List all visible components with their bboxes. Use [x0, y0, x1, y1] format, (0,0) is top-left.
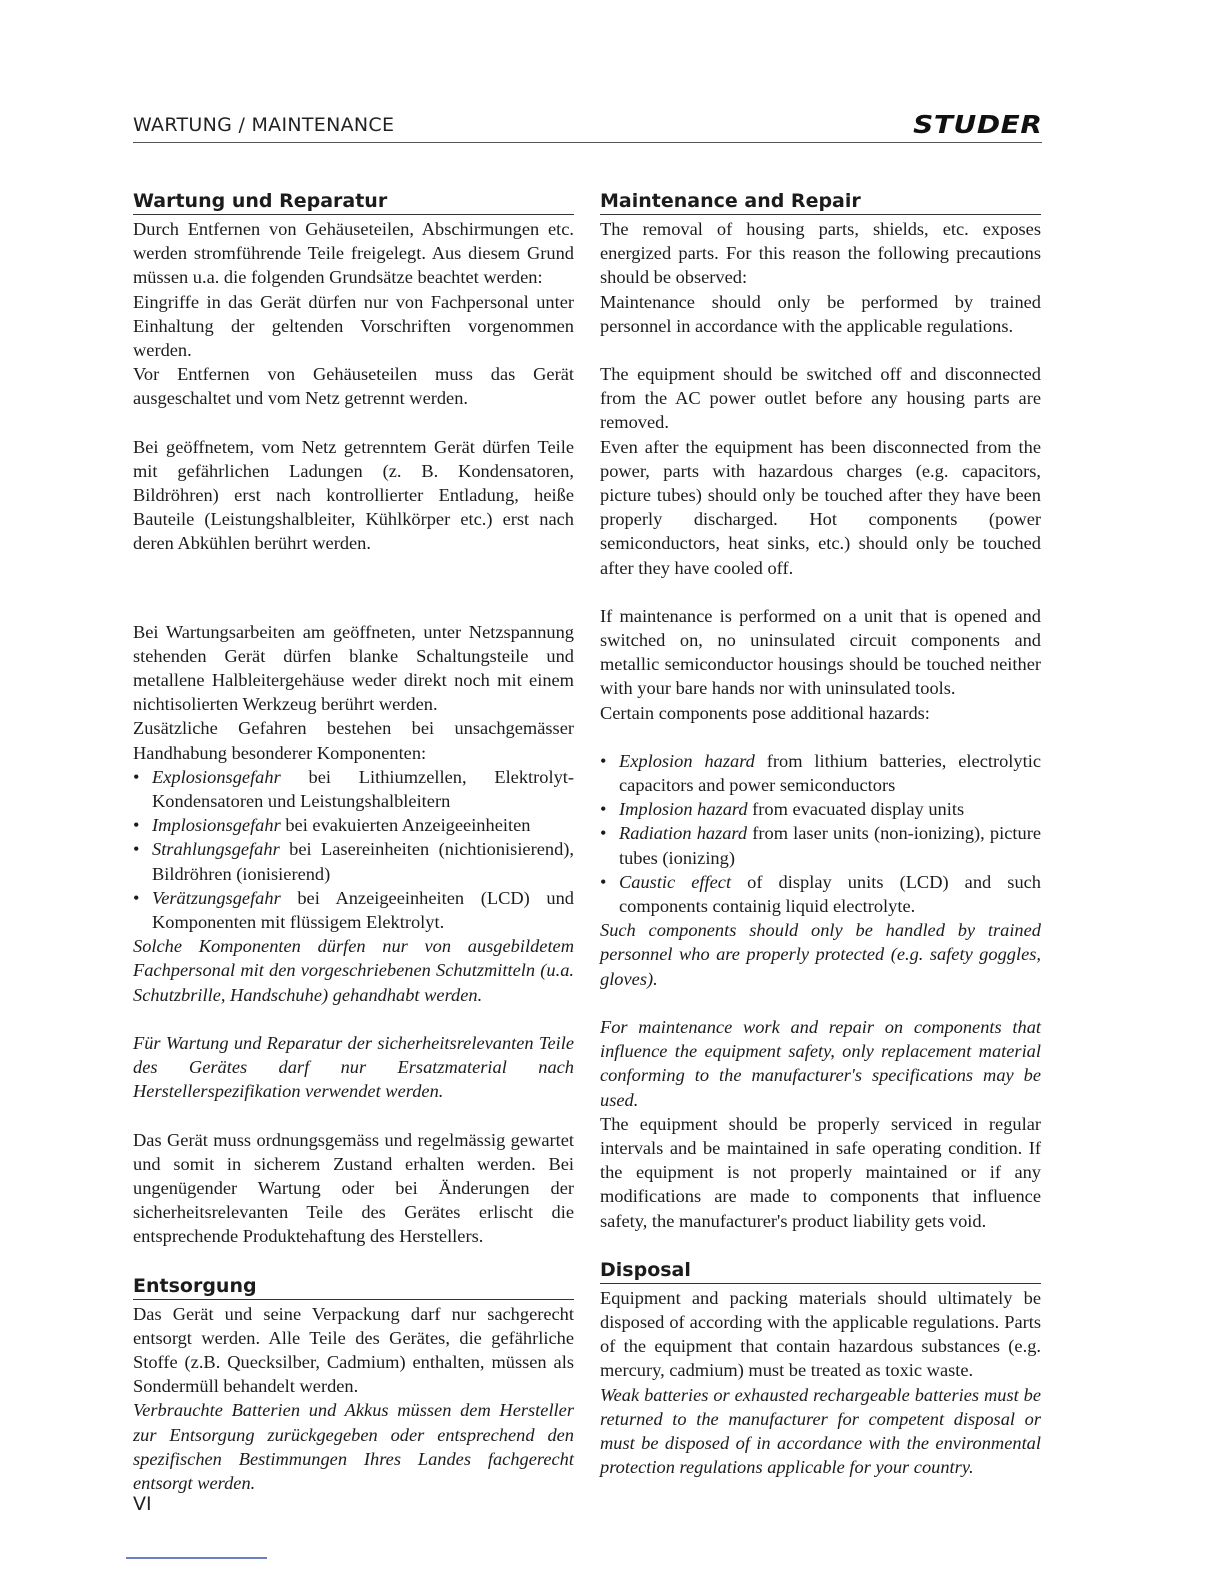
heading-entsorgung: Entsorgung	[133, 1273, 574, 1300]
paragraph: The equipment should be properly serviced in regular intervals and be maintained in safe operating condition. If the equipment is not properly maintained or if any modifications are made to components that influence safety, the manufacturer's product liability gets void.	[600, 1113, 1041, 1231]
german-column	[133, 188, 574, 1495]
paragraph: Eingriffe in das Gerät dürfen nur von Fachpersonal unter Einhaltung der geltenden Vorschriften vorgenommen werden.	[133, 291, 574, 361]
paragraph: Durch Entfernen von Gehäuseteilen, Abschirmungen etc. werden stromführende Teile freigelegt. Aus diesem Grund müssen u.a. die folgenden Grundsätze beachtet werden:	[133, 219, 574, 288]
paragraph: Bei Wartungsarbeiten am geöffneten, unter Netzspannung stehenden Gerät dürfen blanke Schaltungsteile und metallene Halbleitergehäuse weder direkt noch mit einem nichtisolierten Werkzeug berührt werden.	[133, 621, 574, 715]
hazard-item: • Strahlungsgefahr bei Lasereinheiten (nichtionisierend), Bildröhren (ionisierend)	[133, 837, 574, 885]
paragraph: Zusätzliche Gefahren bestehen bei unsachgemässer Handhabung besonderer Komponenten:	[133, 718, 574, 763]
paragraph: Certain components pose additional hazards:	[600, 702, 930, 723]
heading-maintenance-repair: Maintenance and Repair	[600, 188, 1041, 215]
hazard-item: • Explosionsgefahr bei Lithiumzellen, Elektrolyt-Kondensatoren und Leistungshalbleitern	[133, 765, 574, 813]
paragraph: Even after the equipment has been disconnected from the power, parts with hazardous charges (e.g. capacitors, picture tubes) should only be touched after they have been properly discharged. Hot components (power semiconductors, heat sinks, etc.) should only be touched after they have cooled off.	[600, 436, 1041, 578]
studer-logo: STUDER	[912, 110, 1042, 139]
hazard-term: Verätzungsgefahr	[152, 887, 281, 908]
paragraph: The removal of housing parts, shields, etc. exposes energized parts. For this reason the following precautions should be observed:	[600, 219, 1041, 288]
paragraph: Equipment and packing materials should ultimately be disposed of according with the applicable regulations. Parts of the equipment that contain hazardous substances (e.g. mercury, cadmium) must be treated as toxic waste.	[600, 1287, 1041, 1381]
hazard-term: Explosionsgefahr	[152, 766, 281, 787]
paragraph: If maintenance is performed on a unit that is opened and switched on, no uninsulated circuit components and metallic semiconductor housings should be touched neither with your bare hands nor with uninsulated tools.	[600, 605, 1041, 699]
paragraph: Das Gerät muss ordnungsgemäss und regelmässig gewartet und somit in sicherem Zustand erhalten werden. Bei ungenügender Wartung oder bei Änderungen der sicherheitsrelevanten Teile des Gerätes erlischt die entsprechende Produktehaftung des Herstellers.	[133, 1129, 574, 1247]
english-column	[600, 188, 1041, 1479]
paragraph: Bei geöffnetem, vom Netz getrenntem Gerät dürfen Teile mit gefährlichen Ladungen (z. B. Kondensatoren, Bildröhren) erst nach kontrollierter Entladung, heiße Bauteile (Leistungshalbleiter, Kühlkörper etc.) erst nach deren Abkühlen berührt werden.	[133, 436, 574, 554]
heading-wartung-reparatur: Wartung und Reparatur	[133, 188, 574, 215]
italic-note: For maintenance work and repair on components that influence the equipment safety, only replacement material conforming to the manufacturer's specifications may be used.	[600, 1016, 1041, 1110]
hazard-term: Implosion hazard	[619, 799, 748, 820]
hazard-item: • Radiation hazard from laser units (non-ionizing), picture tubes (ionizing)	[600, 821, 1041, 869]
footer-line	[126, 1557, 267, 1559]
paragraph: Vor Entfernen von Gehäuseteilen muss das Gerät ausgeschaltet und vom Netz getrennt werden.	[133, 364, 574, 409]
hazard-term: Explosion hazard	[619, 750, 755, 771]
italic-note: Für Wartung und Reparatur der sicherheitsrelevanten Teile des Gerätes darf nur Ersatzmaterial nach Herstellerspezifikation verwendet werden.	[133, 1032, 574, 1102]
hazard-item: • Caustic effect of display units (LCD) and such components containig liquid electrolyte.	[600, 870, 1041, 918]
paragraph: Das Gerät und seine Verpackung darf nur sachgerecht entsorgt werden. Alle Teile des Gerätes, die gefährliche Stoffe (z.B. Quecksilber, Cadmium) enthalten, müssen als Sondermüll behandelt werden.	[133, 1303, 574, 1397]
italic-note: Such components should only be handled by trained personnel who are properly protected (e.g. safety goggles, gloves).	[600, 920, 1041, 989]
header-divider	[133, 142, 1042, 143]
paragraph: Maintenance should only be performed by trained personnel in accordance with the applicable regulations.	[600, 291, 1041, 336]
page-number: VI	[133, 1493, 152, 1515]
italic-note: Verbrauchte Batterien und Akkus müssen dem Hersteller zur Entsorgung zurückgegeben oder entsprechend den spezifischen Bestimmungen Ihres Landes fachgerecht entsorgt werden.	[133, 1400, 574, 1493]
heading-disposal: Disposal	[600, 1257, 1041, 1284]
italic-note: Weak batteries or exhausted rechargeable batteries must be returned to the manufacturer for competent disposal or must be disposed of in accordance with the environmental protection regulations applicable for your country.	[600, 1384, 1041, 1478]
hazard-list	[133, 765, 574, 934]
hazard-item: • Verätzungsgefahr bei Anzeigeeinheiten (LCD) und Komponenten mit flüssigem Elektrolyt.	[133, 886, 574, 934]
hazard-term: Implosionsgefahr	[152, 815, 281, 836]
italic-note: Solche Komponenten dürfen nur von ausgebildetem Fachpersonal mit den vorgeschriebenen Schutzmitteln (u.a. Schutzbrille, Handschuhe) gehandhabt werden.	[133, 936, 574, 1005]
hazard-item: • Implosion hazard from evacuated display units	[600, 797, 1041, 821]
page-header-title: WARTUNG / MAINTENANCE	[133, 114, 395, 136]
hazard-term: Radiation hazard	[619, 823, 748, 844]
hazard-term: Strahlungsgefahr	[152, 839, 280, 860]
hazard-item: • Explosion hazard from lithium batteries, electrolytic capacitors and power semiconductors	[600, 749, 1041, 797]
hazard-term: Caustic effect	[619, 871, 732, 892]
hazard-list	[600, 749, 1041, 918]
paragraph: The equipment should be switched off and disconnected from the AC power outlet before any housing parts are removed.	[600, 364, 1041, 433]
hazard-item: • Implosionsgefahr bei evakuierten Anzeigeeinheiten	[133, 813, 574, 837]
